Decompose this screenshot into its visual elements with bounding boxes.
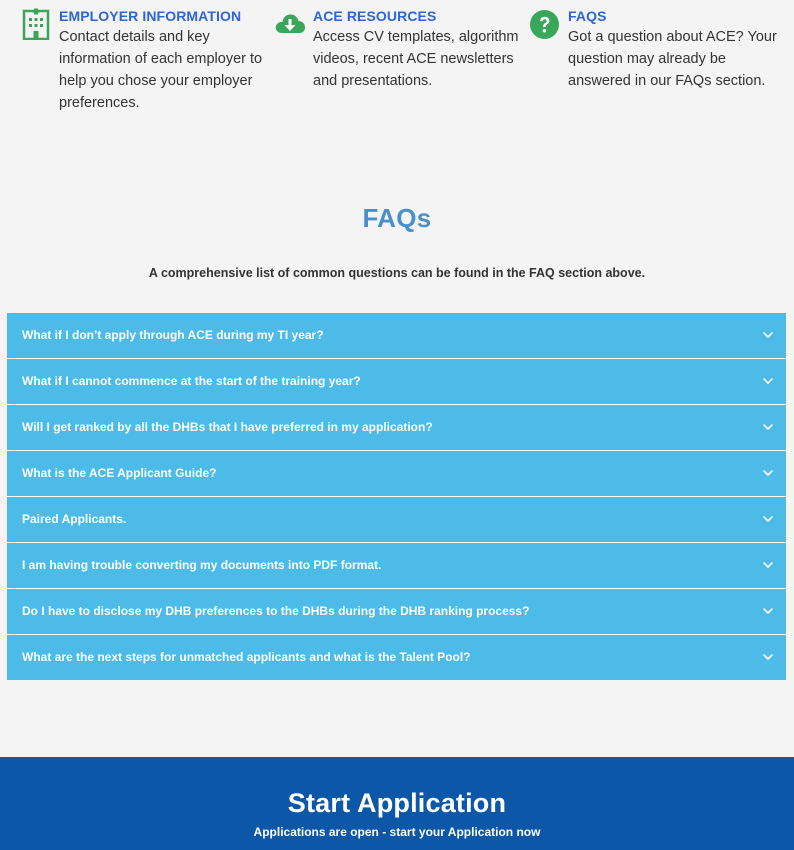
building-icon	[21, 8, 51, 40]
feature-description: Access CV templates, algorithm videos, recent ACE newsletters and presentations.	[313, 29, 519, 89]
faq-accordion	[7, 313, 786, 680]
chevron-down-icon	[762, 467, 774, 479]
faq-item[interactable]	[7, 497, 786, 543]
cta-subtitle: Applications are open - start your Application now	[253, 825, 541, 839]
start-application-link[interactable]: Start Application	[287, 788, 507, 818]
cloud-download-icon	[274, 8, 306, 40]
faq-heading: FAQs	[362, 203, 432, 233]
faq-question: What if I cannot commence at the start of the training year?	[22, 374, 361, 388]
faq-question: I am having trouble converting my documents into PDF format.	[22, 558, 382, 572]
features-row	[0, 0, 794, 130]
faq-item[interactable]	[7, 313, 786, 359]
faq-item[interactable]	[7, 635, 786, 680]
faq-item[interactable]	[7, 543, 786, 589]
faq-question: Do I have to disclose my DHB preferences to the DHBs during the DHB ranking process?	[22, 604, 530, 618]
start-application-banner	[0, 757, 794, 850]
question-circle-icon	[529, 9, 560, 40]
feature-title[interactable]: ACE RESOURCES	[313, 8, 437, 24]
faq-item[interactable]	[7, 589, 786, 635]
chevron-down-icon	[762, 375, 774, 387]
faq-question: Will I get ranked by all the DHBs that I have preferred in my application?	[22, 420, 433, 434]
faq-question: Paired Applicants.	[22, 512, 127, 526]
faq-question: What is the ACE Applicant Guide?	[22, 466, 217, 480]
faq-subtitle: A comprehensive list of common questions can be found in the FAQ section above.	[148, 266, 646, 280]
feature-description: Got a question about ACE? Your question may already be answered in our FAQs section.	[568, 29, 777, 89]
chevron-down-icon	[762, 329, 774, 341]
faq-item[interactable]	[7, 359, 786, 405]
chevron-down-icon	[762, 605, 774, 617]
feature-title[interactable]: EMPLOYER INFORMATION	[59, 8, 242, 24]
feature-title[interactable]: FAQS	[568, 8, 607, 24]
faq-question: What are the next steps for unmatched applicants and what is the Talent Pool?	[22, 650, 471, 664]
faq-item[interactable]	[7, 405, 786, 451]
faq-item[interactable]	[7, 451, 786, 497]
chevron-down-icon	[762, 651, 774, 663]
faq-question: What if I don’t apply through ACE during my TI year?	[22, 328, 324, 342]
chevron-down-icon	[762, 421, 774, 433]
feature-description: Contact details and key information of each employer to help you chose your employer preferences.	[59, 29, 263, 111]
chevron-down-icon	[762, 513, 774, 525]
chevron-down-icon	[762, 559, 774, 571]
